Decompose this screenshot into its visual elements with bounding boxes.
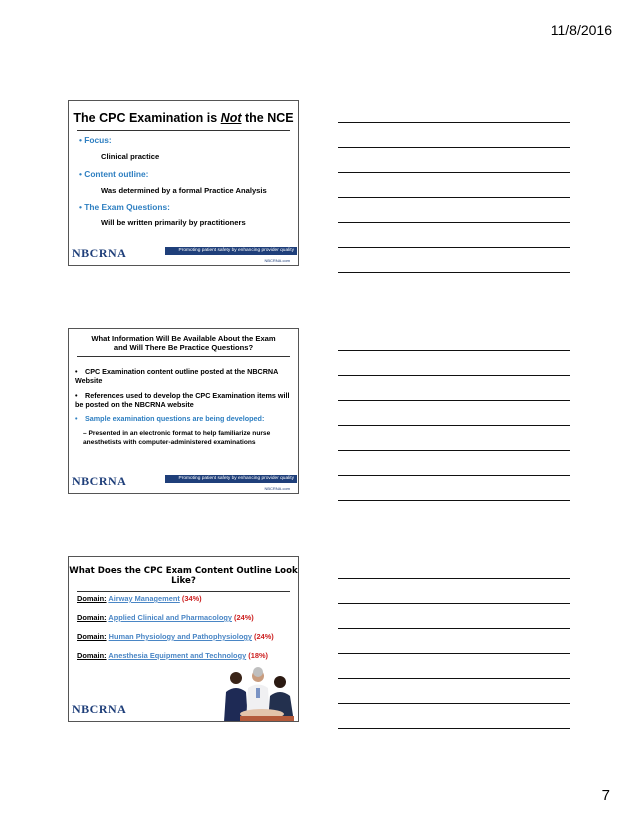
bullet-outline-posted: • CPC Examination content outline posted at the NBCRNA Website	[75, 367, 279, 386]
slide-footer	[69, 243, 298, 265]
title-rule	[77, 356, 290, 357]
bullet-exam-questions-text: Will be written primarily by practitioners	[101, 218, 246, 227]
slide-title: What Information Will Be Available About the Exam and Will There Be Practice Questions?	[91, 334, 276, 353]
nbcrna-logo: NBCRNA	[72, 246, 127, 260]
tagline-banner: Promoting patient safety by enhancing provider quality	[165, 475, 297, 483]
bullet-focus-text: Clinical practice	[101, 152, 160, 161]
domain-equipment: Domain: Anesthesia Equipment and Technology (18%)	[77, 651, 268, 660]
bullet-focus: • Focus:	[79, 135, 112, 145]
bullet-references-posted: • References used to develop the CPC Examination items will be posted on the NBCRNA website	[75, 391, 290, 410]
slide-title: What Does the CPC Exam Content Outline Look Like?	[69, 566, 298, 586]
domain-applied-clinical: Domain: Applied Clinical and Pharmacology (24%)	[77, 613, 254, 622]
page-number: 7	[601, 787, 610, 804]
slide-cpc-not-nce	[68, 100, 299, 266]
domain-airway: Domain: Airway Management (34%)	[77, 594, 202, 603]
site-url: NBCRNA.com	[264, 258, 290, 263]
slide-exam-information	[68, 328, 299, 494]
bullet-content-outline-text: Was determined by a formal Practice Analysis	[101, 186, 267, 195]
domain-physiology: Domain: Human Physiology and Pathophysiology (24%)	[77, 632, 274, 641]
slide-footer	[69, 699, 298, 721]
title-rule	[77, 130, 290, 131]
bullet-sample-questions: • Sample examination questions are being developed:	[75, 414, 265, 423]
slide-title: The CPC Examination is Not the NCE	[73, 111, 294, 125]
nbcrna-logo: NBCRNA	[72, 702, 127, 716]
bullet-content-outline: • Content outline:	[79, 169, 149, 179]
site-url: NBCRNA.com	[264, 486, 290, 491]
bullet-exam-questions: • The Exam Questions:	[79, 202, 170, 212]
print-date: 11/8/2016	[550, 22, 612, 38]
sub-bullet-electronic-format: – Presented in an electronic format to help familiarize nurse anesthetists with computer-administered examinations	[83, 430, 271, 446]
nbcrna-logo: NBCRNA	[72, 474, 127, 488]
slide-footer	[69, 471, 298, 493]
title-rule	[77, 591, 290, 592]
slide-content-outline	[68, 556, 299, 722]
tagline-banner: Promoting patient safety by enhancing provider quality	[165, 247, 297, 255]
